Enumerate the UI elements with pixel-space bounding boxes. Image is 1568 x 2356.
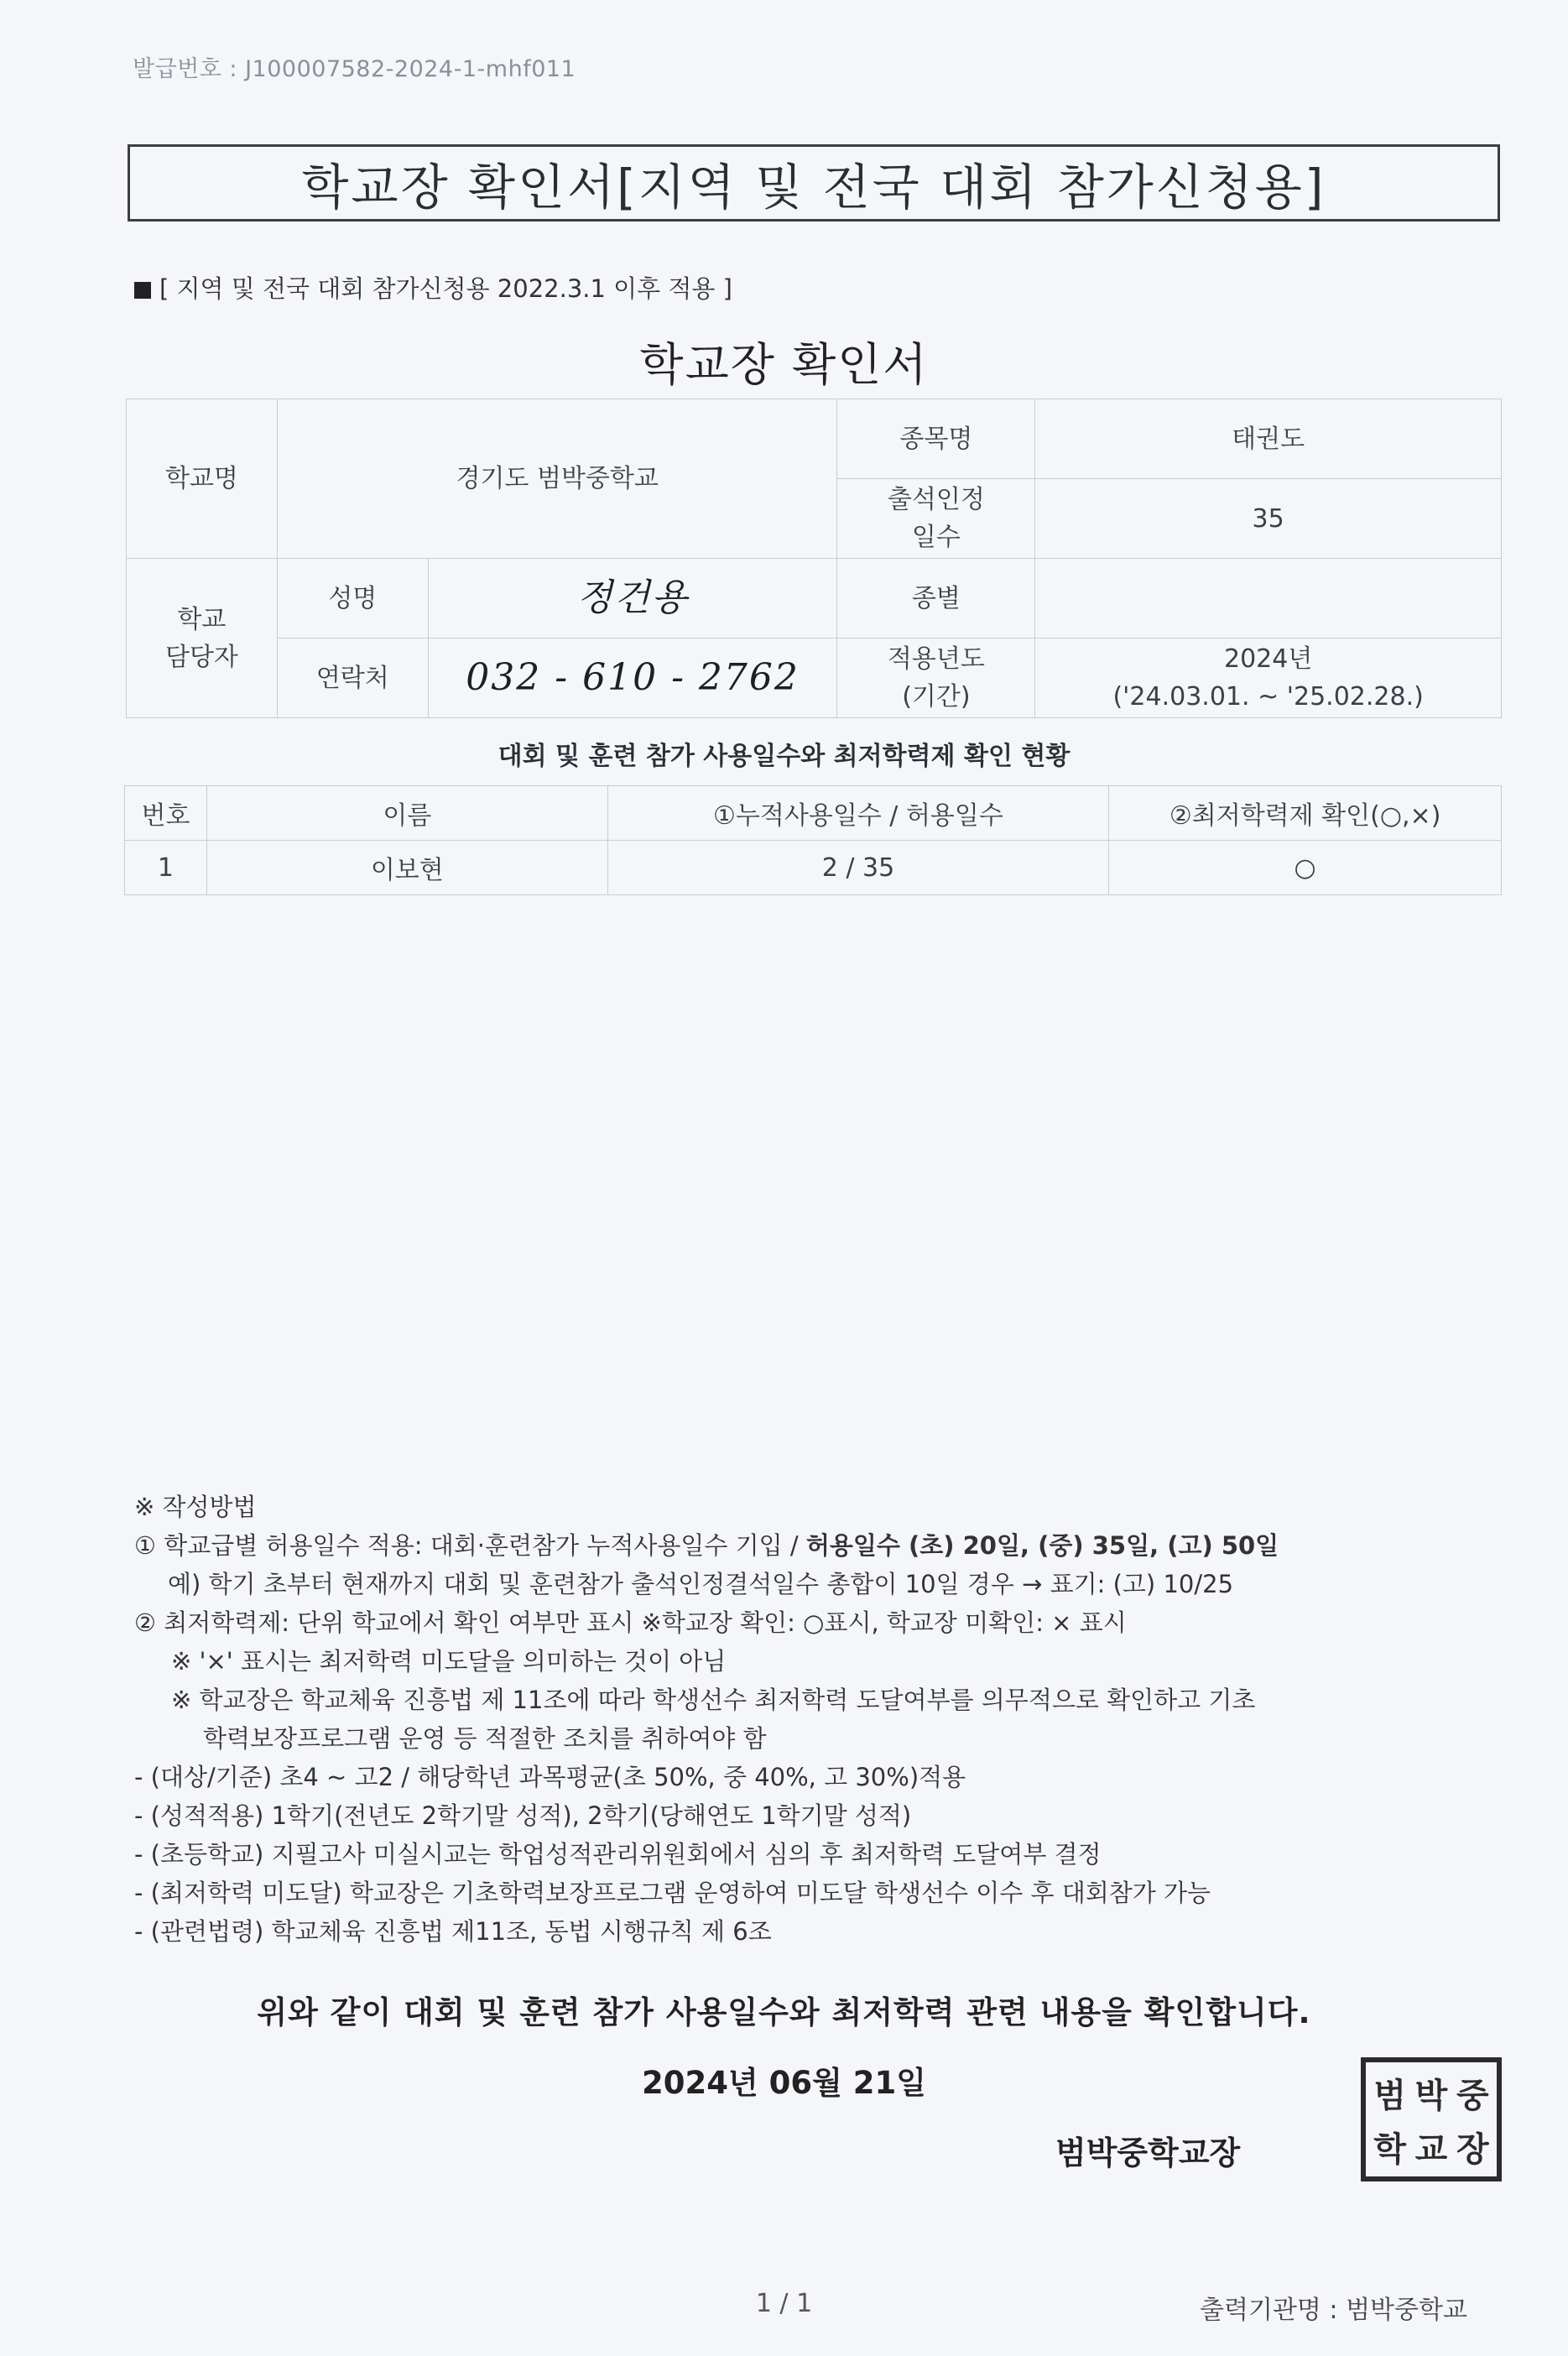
attendance-label	[837, 479, 1035, 559]
detail-3: - (초등학교) 지필고사 미실시교는 학업성적관리위원회에서 심의 후 최저학력 도달여부 결정	[134, 1840, 1102, 1869]
seal-char: 교	[1414, 2129, 1448, 2169]
event-label: 종목명	[837, 399, 1035, 479]
participation-table	[124, 785, 1502, 895]
seal-char: 학	[1373, 2129, 1406, 2169]
manager-label	[127, 559, 278, 718]
square-bullet-icon	[134, 282, 151, 299]
year-value-period: ('24.03.01. ~ '25.02.28.)	[1112, 682, 1424, 711]
name-value-handwritten: 정건용	[428, 559, 837, 639]
doc-title: 학교장 확인서	[639, 338, 929, 391]
header-number: 번호	[125, 786, 207, 841]
note-2-a: ※ '×' 표시는 최저학력 미도달을 의미하는 것이 아님	[171, 1647, 727, 1676]
year-label-line1: 적용년도	[887, 644, 985, 674]
main-title-box	[128, 144, 1500, 222]
school-name-value: 경기도 범박중학교	[277, 399, 837, 559]
subtitle-note	[134, 270, 732, 305]
row-number: 1	[125, 841, 207, 895]
section-caption: 대회 및 훈련 참가 사용일수와 최저학력제 확인 현황	[497, 742, 1071, 771]
manager-label-line2: 담당자	[164, 642, 238, 672]
seal-char: 박	[1414, 2075, 1448, 2115]
contact-value-handwritten: 032 - 610 - 2762	[428, 639, 837, 718]
year-label-line2: (기간)	[902, 682, 971, 711]
note-2-b-line2: 학력보장프로그램 운영 등 적절한 조치를 취하여야 함	[203, 1724, 767, 1753]
confirmation-statement: 위와 같이 대회 및 훈련 참가 사용일수와 최저학력 관련 내용을 확인합니다.	[257, 1994, 1311, 2030]
name-label: 성명	[277, 559, 428, 639]
page-number: 1 / 1	[755, 2289, 813, 2318]
note-2-b-line1: ※ 학교장은 학교체육 진흥법 제 11조에 따라 학생선수 최저학력 도달여부를 의무적으로 확인하고 기초	[171, 1686, 1256, 1714]
header-academic-check: ②최저학력제 확인(○,×)	[1109, 786, 1502, 841]
detail-4: - (최저학력 미도달) 학교장은 기초학력보장프로그램 운영하여 미도달 학생선수 이수 후 대회참가 가능	[134, 1879, 1211, 1907]
contact-label: 연락처	[277, 639, 428, 718]
detail-1: - (대상/기준) 초4 ~ 고2 / 해당학년 과목평균(초 50%, 중 40%, 고 30%)적용	[134, 1763, 966, 1791]
subtitle-note-text: [ 지역 및 전국 대회 참가신청용 2022.3.1 이후 적용 ]	[159, 274, 732, 303]
detail-2: - (성적적용) 1학기(전년도 2학기말 성적), 2학기(당해연도 1학기말 성적)	[134, 1801, 912, 1830]
detail-5: - (관련법령) 학교체육 진흥법 제11조, 동법 시행규칙 제 6조	[134, 1917, 772, 1946]
school-name-label: 학교명	[127, 399, 278, 559]
issue-date: 2024년 06월 21일	[642, 2065, 926, 2101]
event-value: 태권도	[1035, 399, 1502, 479]
seal-char: 중	[1456, 2075, 1489, 2115]
notes-heading: ※ 작성방법	[134, 1493, 257, 1521]
category-value	[1035, 559, 1502, 639]
principal-seal	[1361, 2057, 1502, 2181]
row-days: 2 / 35	[607, 841, 1109, 895]
category-label: 종별	[837, 559, 1035, 639]
note-1-allowed-days: 허용일수 (초) 20일, (중) 35일, (고) 50일	[805, 1531, 1279, 1560]
issue-number: 발급번호 : J100007582-2024-1-mhf011	[133, 56, 576, 82]
header-name: 이름	[206, 786, 607, 841]
note-1-text: ① 학교급별 허용일수 적용: 대회·훈련참가 누적사용일수 기입 /	[134, 1531, 806, 1560]
manager-label-line1: 학교	[177, 604, 227, 634]
writing-instructions	[134, 1488, 1510, 1951]
row-name: 이보현	[206, 841, 607, 895]
principal-title: 범박중학교장	[1055, 2134, 1241, 2171]
main-title: 학교장 확인서[지역 및 전국 대회 참가신청용]	[301, 159, 1326, 216]
seal-char: 범	[1373, 2075, 1406, 2115]
table-header-row	[125, 786, 1502, 841]
note-1-example: 예) 학기 초부터 현재까지 대회 및 훈련참가 출석인정결석일수 총합이 10일 경우 → 표기: (고) 10/25	[168, 1570, 1234, 1598]
table-row	[125, 841, 1502, 895]
attendance-label-line1: 출석인정	[887, 485, 985, 514]
info-table	[126, 399, 1502, 718]
issuer-name: 출력기관명 : 범박중학교	[1200, 2296, 1467, 2325]
header-days: ①누적사용일수 / 허용일수	[607, 786, 1109, 841]
note-2: ② 최저학력제: 단위 학교에서 확인 여부만 표시 ※학교장 확인: ○표시, 학교장 미확인: × 표시	[134, 1608, 1127, 1637]
note-1	[134, 1526, 1510, 1565]
year-label	[837, 639, 1035, 718]
year-value	[1035, 639, 1502, 718]
seal-char: 장	[1456, 2129, 1489, 2169]
attendance-label-line2: 일수	[911, 523, 961, 552]
row-academic-check: ○	[1109, 841, 1502, 895]
year-value-year: 2024년	[1223, 644, 1313, 674]
attendance-days-value: 35	[1035, 479, 1502, 559]
